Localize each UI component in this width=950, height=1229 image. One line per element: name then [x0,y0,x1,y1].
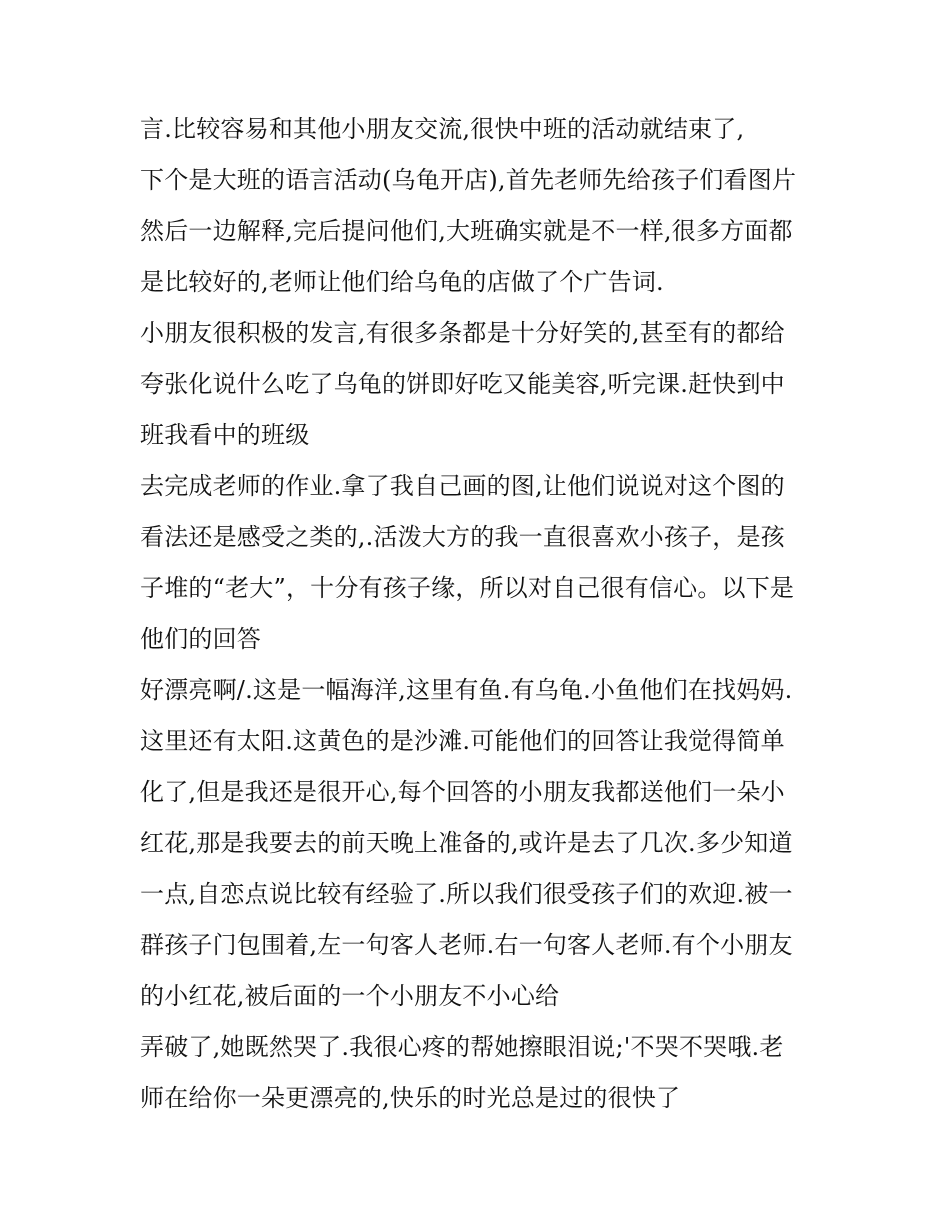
text-line: 然后一边解释,完后提问他们,大班确实就是不一样,很多方面都 [140,217,793,245]
text-line: 去完成老师的作业.拿了我自己画的图,让他们说说对这个图的 [140,472,785,500]
text-line: 看法还是感受之类的,.活泼大方的我一直很喜欢小孩子，是孩 [140,523,785,551]
document-body [140,104,820,1124]
text-line: 师在给你一朵更漂亮的,快乐的时光总是过的很快了 [140,1084,681,1112]
text-line: 一点,自恋点说比较有经验了.所以我们很受孩子们的欢迎.被一 [140,880,793,908]
text-line: 班我看中的班级 [140,421,310,449]
text-line: 的小红花,被后面的一个小朋友不小心给 [140,982,560,1010]
text-line: 夸张化说什么吃了乌龟的饼即好吃又能美容,听完课.赶快到中 [140,370,785,398]
text-line: 小朋友很积极的发言,有很多条都是十分好笑的,甚至有的都给 [140,319,785,347]
text-line: 下个是大班的语言活动(乌龟开店),首先老师先给孩子们看图片 [140,166,797,194]
text-line: 这里还有太阳.这黄色的是沙滩.可能他们的回答让我觉得简单 [140,727,785,755]
text-line: 弄破了,她既然哭了.我很心疼的帮她擦眼泪说;'不哭不哭哦.老 [140,1033,784,1061]
text-line: 红花,那是我要去的前天晚上准备的,或许是去了几次.多少知道 [140,829,793,857]
text-line: 化了,但是我还是很开心,每个回答的小朋友我都送他们一朵小 [140,778,785,806]
text-line: 子堆的“老大”，十分有孩子缘，所以对自己很有信心。以下是 [140,574,795,602]
text-line: 是比较好的,老师让他们给乌龟的店做了个广告词. [140,268,664,296]
text-line: 他们的回答 [140,625,261,653]
text-line: 言.比较容易和其他小朋友交流,很快中班的活动就结束了, [140,115,745,143]
text-line: 群孩子门包围着,左一句客人老师.右一句客人老师.有个小朋友 [140,931,793,959]
text-line: 好漂亮啊/.这是一幅海洋,这里有鱼.有乌龟.小鱼他们在找妈妈. [140,676,793,704]
